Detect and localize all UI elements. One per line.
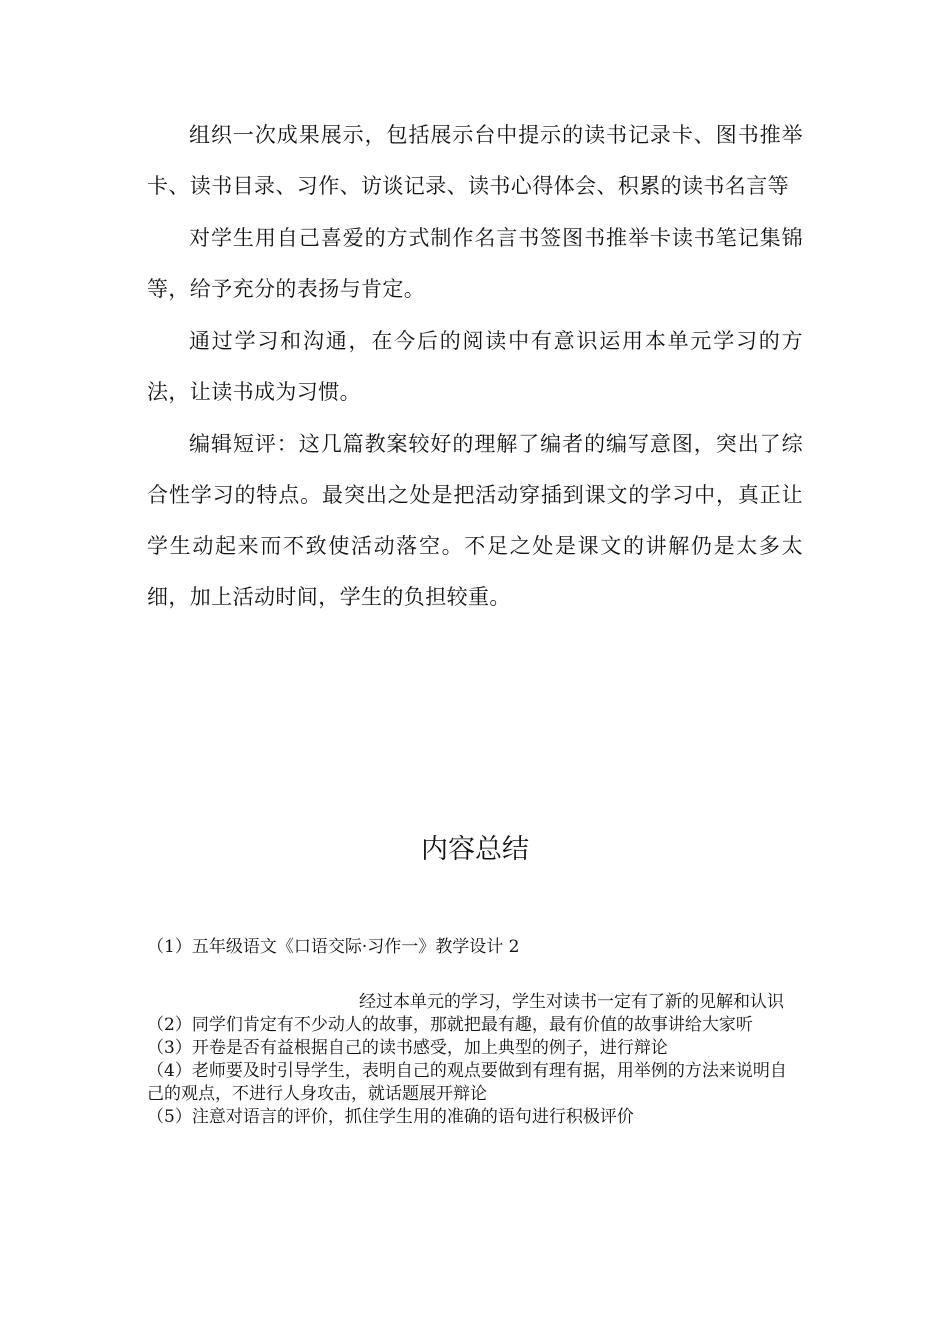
summary-section	[147, 933, 803, 1129]
summary-lead-text: 经过本单元的学习，学生对读书一定有了新的见解和认识	[359, 992, 784, 1012]
body-text	[147, 110, 803, 624]
summary-item-3: （3）开卷是否有益根据自己的读书感受，加上典型的例子，进行辩论	[147, 1038, 668, 1058]
summary-title: 内容总结	[421, 834, 529, 865]
paragraph-editor-comment: 编辑短评：这几篇教案较好的理解了编者的编写意图，突出了综合性学习的特点。最突出之处是把活动穿插到课文的学习中，真正让学生动起来而不致使活动落空。不足之处是课文的讲解仍是太多太细，加上活动时间，学生的负担较重。	[147, 432, 803, 609]
summary-item-2: （2）同学们肯定有不少动人的故事，那就把最有趣，最有价值的故事讲给大家听	[147, 1015, 753, 1035]
summary-heading: （1）五年级语文《口语交际·习作一》教学设计 2	[147, 937, 520, 957]
paragraph-2: 对学生用自己喜爱的方式制作名言书签图书推举卡读书笔记集锦等，给予充分的表扬与肯定。	[147, 226, 803, 301]
paragraph-1: 组织一次成果展示，包括展示台中提示的读书记录卡、图书推举卡、读书目录、习作、访谈记录、读书心得体会、积累的读书名言等	[147, 123, 803, 198]
paragraph-3: 通过学习和沟通，在今后的阅读中有意识运用本单元学习的方法，让读书成为习惯。	[147, 329, 803, 404]
summary-item-5: （5）注意对语言的评价，抓住学生用的准确的语句进行积极评价	[147, 1107, 634, 1127]
summary-lead	[147, 991, 803, 1014]
summary-item-4: （4）老师要及时引导学生，表明自己的观点要做到有理有据，用举例的方法来说明自己的观点，不进行人身攻击，就话题展开辩论	[147, 1061, 787, 1104]
